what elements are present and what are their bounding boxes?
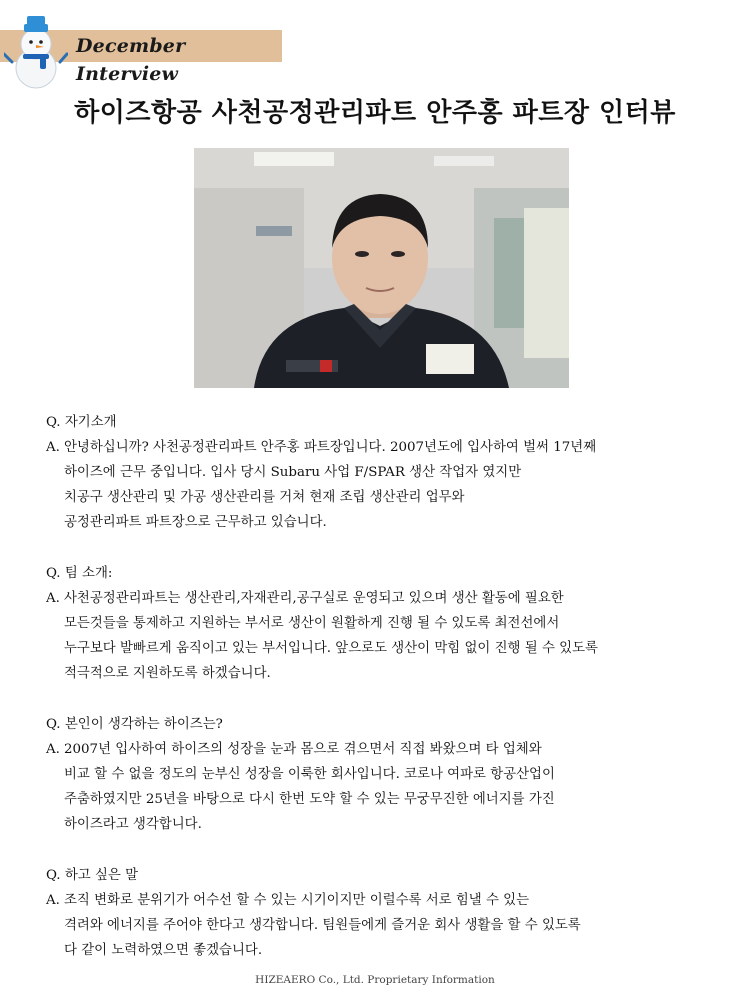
answer-line: 조직 변화로 분위기가 어수선 할 수 있는 시기이지만 이럴수록 서로 힘낼 수 있는 xyxy=(64,893,530,908)
answer xyxy=(46,435,716,535)
snowman-icon xyxy=(4,10,68,90)
answer-line: 비교 할 수 없을 정도의 눈부신 성장을 이룩한 회사입니다. 코로나 여파로 항공산업이 xyxy=(64,767,555,782)
answer-label: A. xyxy=(46,742,60,757)
answer xyxy=(46,586,716,686)
answer-line: 공정관리파트 파트장으로 근무하고 있습니다. xyxy=(64,515,327,530)
answer xyxy=(46,737,716,837)
question: Q. 자기소개 xyxy=(46,415,117,430)
answer-line: 다 같이 노력하였으면 좋겠습니다. xyxy=(64,943,263,958)
answer-line: 사천공정관리파트는 생산관리,자재관리,공구실로 운영되고 있으며 생산 활동에 필요한 xyxy=(64,591,564,606)
answer-line: 누구보다 발빠르게 움직이고 있는 부서입니다. 앞으로도 생산이 막힘 없이 진행 될 수 있도록 xyxy=(64,641,598,656)
question: Q. 본인이 생각하는 하이즈는? xyxy=(46,717,223,732)
answer-line: 적극적으로 지원하도록 하겠습니다. xyxy=(64,666,271,681)
qa-block xyxy=(46,410,716,535)
answer-line: 격려와 에너지를 주어야 한다고 생각합니다. 팀원들에게 즐거운 회사 생활을 할 수 있도록 xyxy=(64,918,581,933)
footer-notice: HIZEAERO Co., Ltd. Proprietary Information xyxy=(255,974,495,986)
answer-line: 하이즈에 근무 중입니다. 입사 당시 Subaru 사업 F/SPAR 생산 작업자 였지만 xyxy=(64,465,522,480)
page-title: 하이즈항공 사천공정관리파트 안주홍 파트장 인터뷰 xyxy=(74,98,676,128)
question: Q. 팀 소개: xyxy=(46,566,113,581)
qa-block xyxy=(46,561,716,686)
interviewee-photo xyxy=(194,148,569,388)
answer-label: A. xyxy=(46,893,60,908)
question: Q. 하고 싶은 말 xyxy=(46,868,139,883)
answer-line: 안녕하십니까? 사천공정관리파트 안주홍 파트장입니다. 2007년도에 입사하여 벌써 17년째 xyxy=(64,440,597,455)
qa-block xyxy=(46,712,716,837)
interview-content xyxy=(46,410,716,989)
answer xyxy=(46,888,716,963)
answer-line: 모든것들을 통제하고 지원하는 부서로 생산이 원활하게 진행 될 수 있도록 최전선에서 xyxy=(64,616,560,631)
answer-label: A. xyxy=(46,440,60,455)
qa-block xyxy=(46,863,716,963)
answer-line: 하이즈라고 생각합니다. xyxy=(64,817,202,832)
banner-title: December Interview xyxy=(76,35,186,85)
answer-line: 2007년 입사하여 하이즈의 성장을 눈과 몸으로 겪으면서 직접 봐왔으며 타 업체와 xyxy=(64,742,542,757)
answer-line: 치공구 생산관리 및 가공 생산관리를 거쳐 현재 조립 생산관리 업무와 xyxy=(64,490,465,505)
answer-line: 주춤하였지만 25년을 바탕으로 다시 한번 도약 할 수 있는 무궁무진한 에너지를 가진 xyxy=(64,792,555,807)
answer-label: A. xyxy=(46,591,60,606)
